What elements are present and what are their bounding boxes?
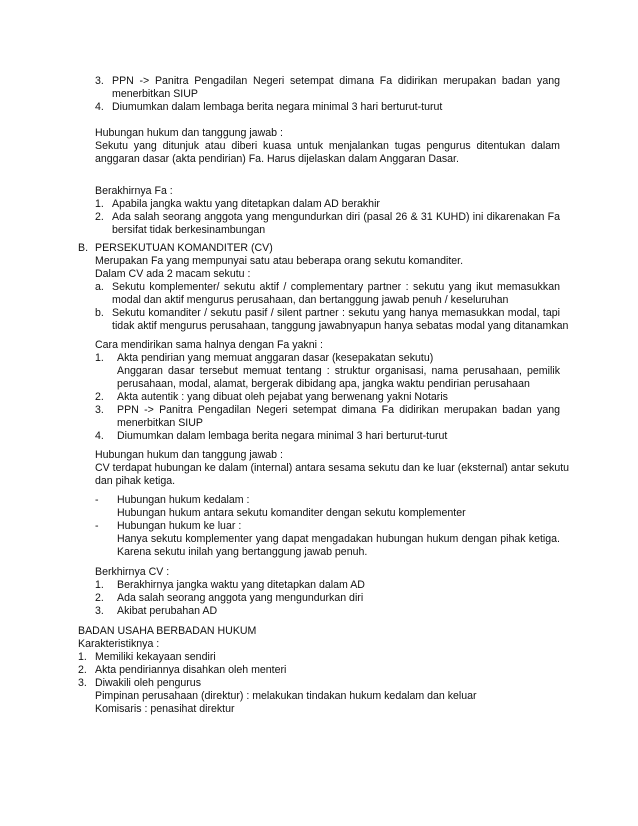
list-number: 2. xyxy=(95,391,104,403)
list-item-text: Sekutu komplementer/ sekutu aktif / complementary partner : sekutu yang ikut memasukkan xyxy=(112,281,560,293)
section-heading: Cara mendirikan sama halnya dengan Fa yakni : xyxy=(95,339,323,351)
list-item-text: perusahaan, modal, alamat, bergerak dibidang apa, jangka waktu pendirian perusahaan xyxy=(117,378,530,390)
list-item-text: menerbitkan SIUP xyxy=(112,88,198,100)
paragraph-line: anggaran dasar (akta pendirian) Fa. Harus dijelaskan dalam Anggaran Dasar. xyxy=(95,153,459,165)
subsection-title: Hubungan hukum ke luar : xyxy=(117,520,242,532)
list-item-text: Diwakili oleh pengurus xyxy=(95,677,201,689)
section-title: PERSEKUTUAN KOMANDITER (CV) xyxy=(95,242,273,254)
paragraph-line: Komisaris : penasihat direktur xyxy=(95,703,235,715)
list-bullet: - xyxy=(95,520,99,532)
list-number: 2. xyxy=(95,211,104,223)
list-item-text: Ada salah seorang anggota yang mengundurkan diri (pasal 26 & 31 KUHD) ini dikarenakan Fa xyxy=(112,211,560,223)
list-number: 1. xyxy=(95,579,104,591)
list-number: 1. xyxy=(95,352,104,364)
list-item-text: tidak aktif mengurus perusahaan, tanggung jawabnyapun hanya sebatas modal yang ditanamkan xyxy=(112,320,569,332)
list-item-text: PPN -> Panitra Pengadilan Negeri setempat dimana Fa didirikan merupakan badan yang xyxy=(117,404,560,416)
list-item-text: Hubungan hukum antara sekutu komanditer dengan sekutu komplementer xyxy=(117,507,466,519)
section-heading: Berkhirnya CV : xyxy=(95,566,170,578)
list-item-text: Berakhirnya jangka waktu yang ditetapkan dalam AD xyxy=(117,579,365,591)
paragraph-line: Sekutu yang ditunjuk atau diberi kuasa untuk menjalankan tugas pengurus ditentukan dalam xyxy=(95,140,560,152)
section-heading: Karakteristiknya : xyxy=(78,638,160,650)
list-item-text: Anggaran dasar tersebut memuat tentang : struktur organisasi, nama perusahaan, pemilik xyxy=(117,365,560,377)
list-item-text: Akta pendirian yang memuat anggaran dasar (kesepakatan sekutu) xyxy=(117,352,434,364)
list-item-text: bersifat tidak berkesinambungan xyxy=(112,224,266,236)
paragraph-line: dan pihak ketiga. xyxy=(95,475,176,487)
list-number: 4. xyxy=(95,101,104,113)
list-item-text: PPN -> Panitra Pengadilan Negeri setempat dimana Fa didirikan merupakan badan yang xyxy=(112,75,560,87)
list-item-text: Diumumkan dalam lembaga berita negara minimal 3 hari berturut-turut xyxy=(112,101,443,113)
list-number: 3. xyxy=(95,75,104,87)
list-item-text: modal dan aktif mengurus perusahaan, dan bertanggung jawab penuh / keseluruhan xyxy=(112,294,509,306)
paragraph-line: Pimpinan perusahaan (direktur) : melakukan tindakan hukum kedalam dan keluar xyxy=(95,690,477,702)
list-item-text: Akta autentik : yang dibuat oleh pejabat yang berwenang yakni Notaris xyxy=(117,391,448,403)
list-letter: a. xyxy=(95,281,104,293)
section-heading: Berakhirnya Fa : xyxy=(95,185,173,197)
section-heading: Hubungan hukum dan tanggung jawab : xyxy=(95,449,283,461)
paragraph-line: Dalam CV ada 2 macam sekutu : xyxy=(95,268,251,280)
list-item-text: menerbitkan SIUP xyxy=(117,417,203,429)
list-number: 3. xyxy=(95,404,104,416)
list-number: 1. xyxy=(78,651,87,663)
list-number: 1. xyxy=(95,198,104,210)
list-item-text: Memiliki kekayaan sendiri xyxy=(95,651,216,663)
subsection-title: Hubungan hukum kedalam : xyxy=(117,494,250,506)
paragraph-line: CV terdapat hubungan ke dalam (internal) antara sesama sekutu dan ke luar (eksternal) antar sekutu xyxy=(95,462,570,474)
section-title: BADAN USAHA BERBADAN HUKUM xyxy=(78,625,257,637)
list-item-text: Apabila jangka waktu yang ditetapkan dalam AD berakhir xyxy=(112,198,380,210)
paragraph-line: Merupakan Fa yang mempunyai satu atau beberapa orang sekutu komanditer. xyxy=(95,255,464,267)
section-heading: Hubungan hukum dan tanggung jawab : xyxy=(95,127,283,139)
list-bullet: - xyxy=(95,494,99,506)
list-item-text: Akta pendiriannya disahkan oleh menteri xyxy=(95,664,287,676)
list-letter: b. xyxy=(95,307,104,319)
list-number: 4. xyxy=(95,430,104,442)
section-label: B. xyxy=(78,242,89,254)
list-item-text: Akibat perubahan AD xyxy=(117,605,218,617)
list-item-text: Karena sekutu inilah yang bertanggung jawab penuh. xyxy=(117,546,368,558)
list-item-text: Hanya sekutu komplementer yang dapat mengadakan hubungan hukum dengan pihak ketiga. xyxy=(117,533,560,545)
list-number: 3. xyxy=(78,677,87,689)
list-item-text: Ada salah seorang anggota yang mengundurkan diri xyxy=(117,592,364,604)
list-number: 3. xyxy=(95,605,104,617)
list-item-text: Sekutu komanditer / sekutu pasif / silent partner : sekutu yang hanya memasukkan modal, tapi xyxy=(112,307,560,319)
list-item-text: Diumumkan dalam lembaga berita negara minimal 3 hari berturut-turut xyxy=(117,430,448,442)
list-number: 2. xyxy=(95,592,104,604)
list-number: 2. xyxy=(78,664,87,676)
